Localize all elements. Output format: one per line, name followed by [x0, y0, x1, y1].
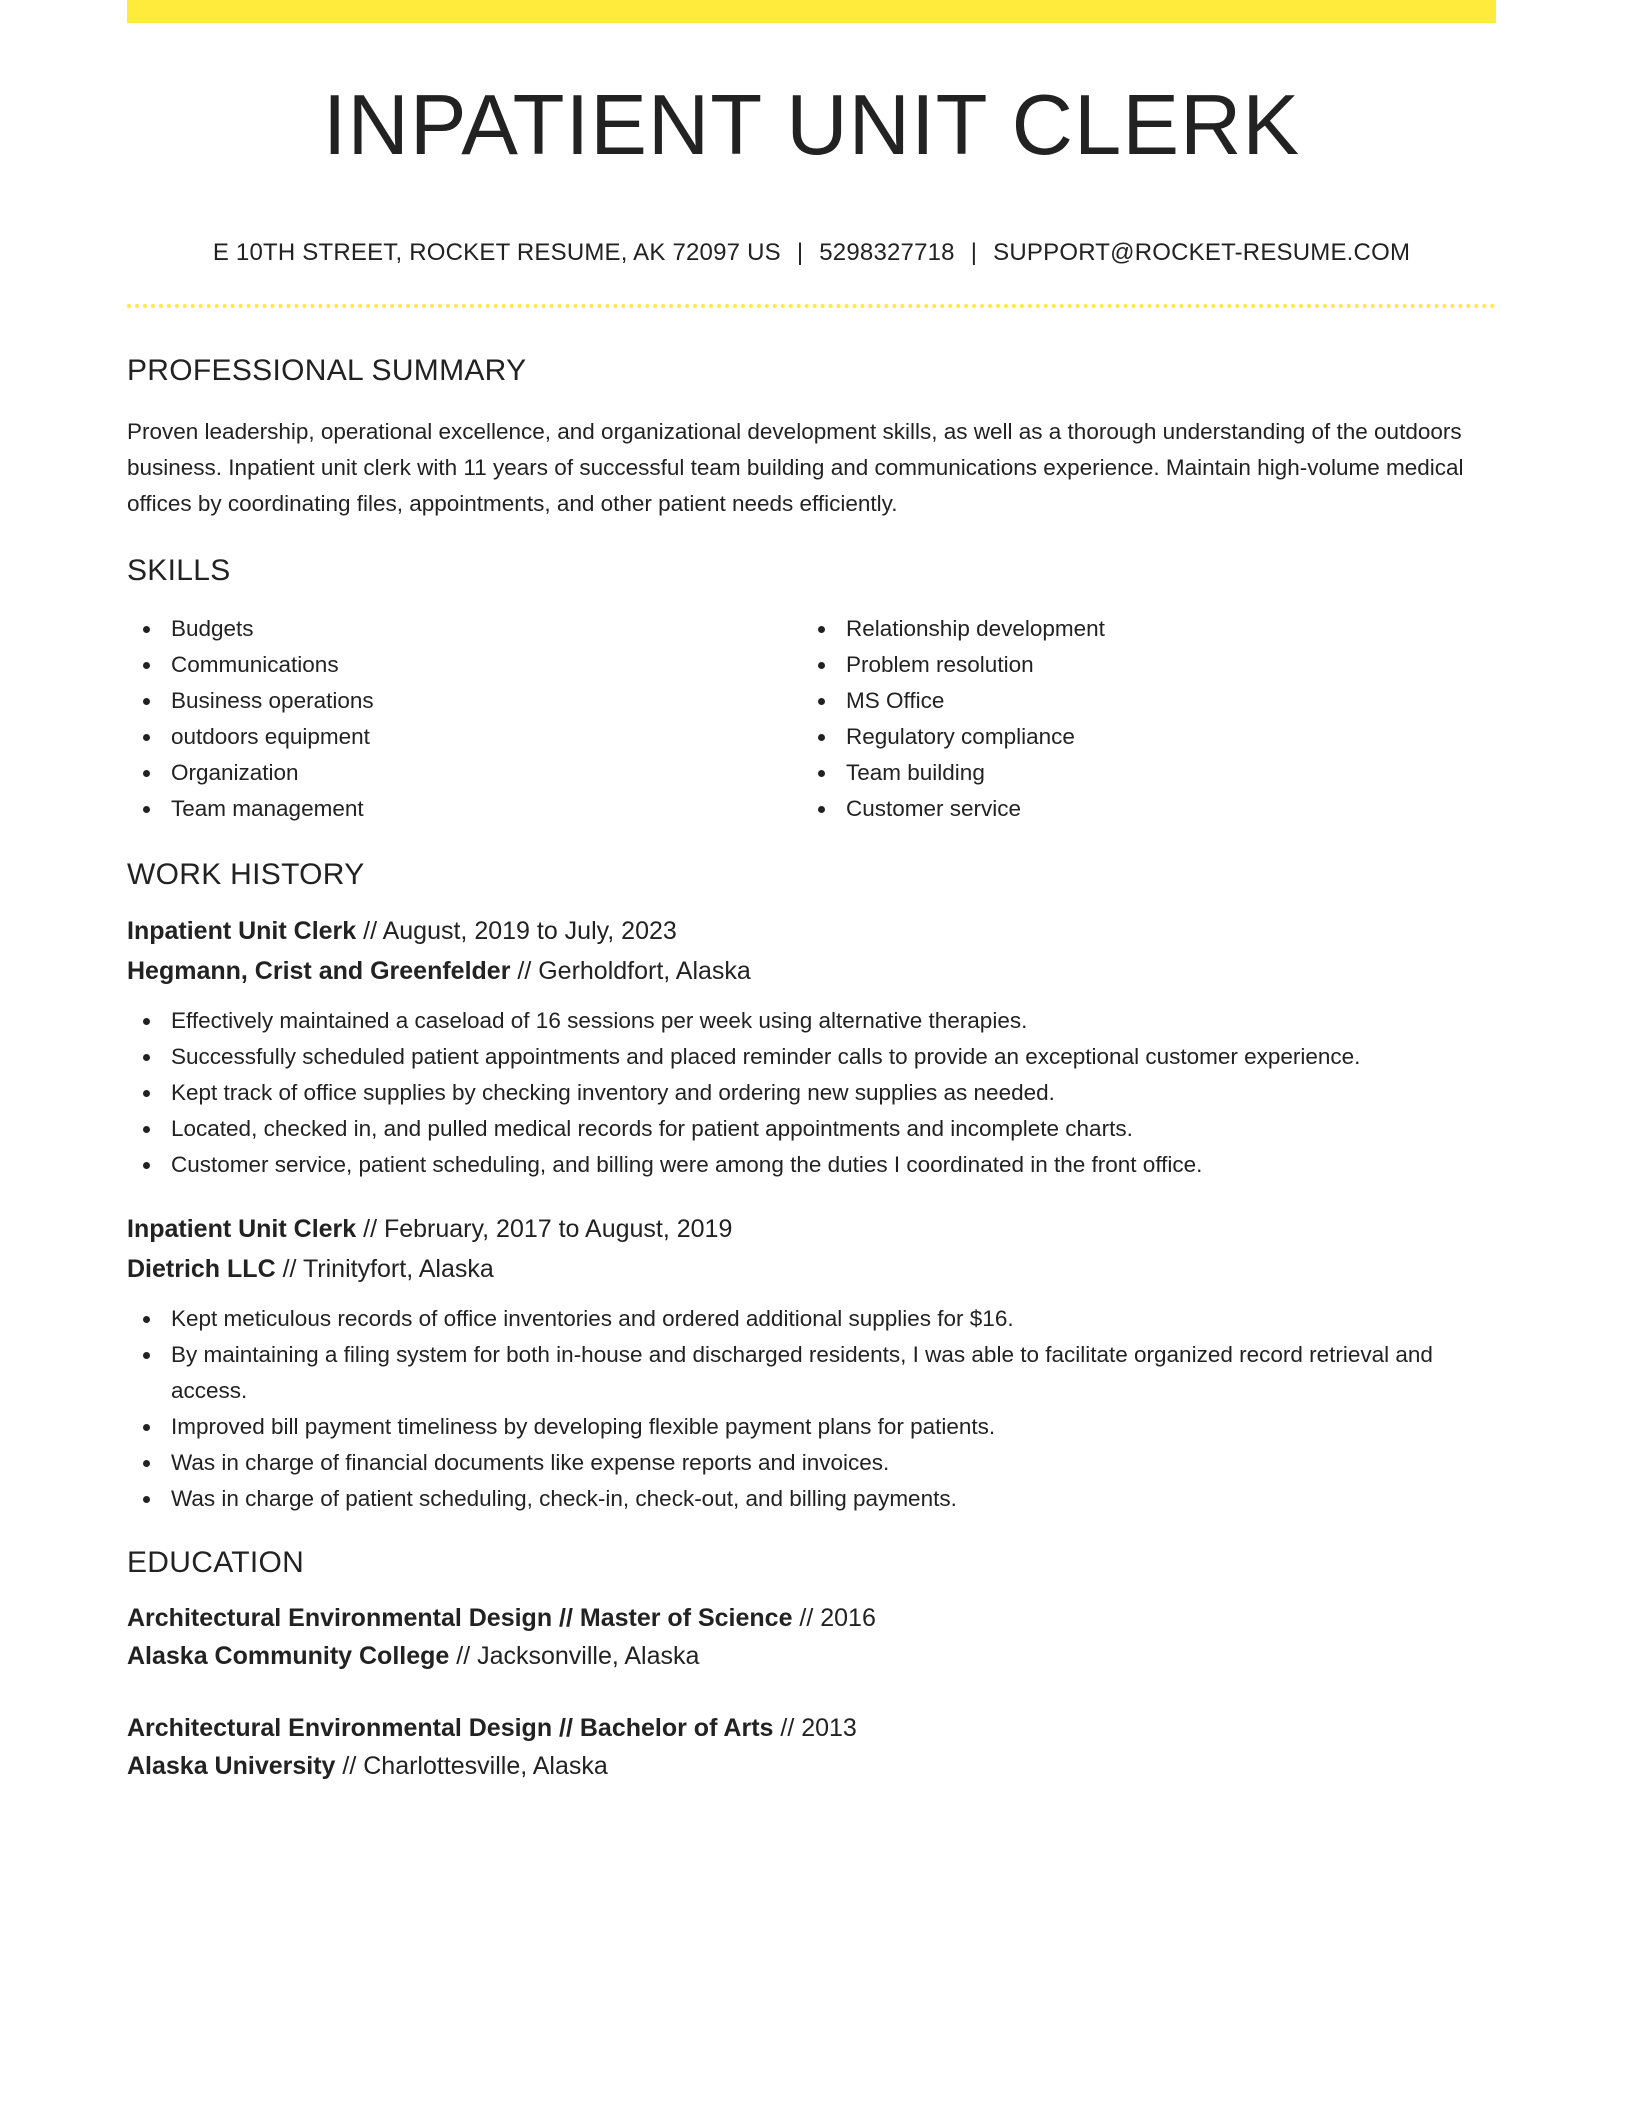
- job-bullet: Improved bill payment timeliness by developing flexible payment plans for patients.: [127, 1409, 1496, 1445]
- contact-line: [127, 239, 1496, 267]
- education-entry: [127, 1709, 1496, 1785]
- job-bullets: [127, 1301, 1496, 1517]
- resume-page: [127, 0, 1496, 1785]
- skill-item: MS Office: [802, 683, 1477, 719]
- skill-item: outdoors equipment: [127, 719, 802, 755]
- job-bullet: Effectively maintained a caseload of 16 sessions per week using alternative therapies.: [127, 1003, 1496, 1039]
- contact-separator: |: [970, 239, 978, 266]
- job-dates: // February, 2017 to August, 2019: [356, 1215, 733, 1243]
- skills-column-right: [802, 611, 1477, 827]
- job-bullets: [127, 1003, 1496, 1183]
- job-bullet: Was in charge of patient scheduling, check-in, check-out, and billing payments.: [127, 1481, 1496, 1517]
- education-year: // 2013: [773, 1714, 857, 1742]
- education-year: // 2016: [792, 1604, 876, 1632]
- contact-address: E 10TH STREET, ROCKET RESUME, AK 72097 US: [212, 239, 781, 266]
- education-degree: Architectural Environmental Design // Master of Science: [127, 1604, 793, 1632]
- job-location: // Gerholdfort, Alaska: [510, 957, 751, 985]
- education-school-line: [127, 1747, 1496, 1785]
- skill-item: Budgets: [127, 611, 802, 647]
- contact-phone: 5298327718: [819, 239, 955, 266]
- job-company: Hegmann, Crist and Greenfelder: [127, 957, 511, 985]
- skill-item: Customer service: [802, 791, 1477, 827]
- skill-item: Team management: [127, 791, 802, 827]
- education-heading: EDUCATION: [127, 1546, 305, 1579]
- skills-heading: SKILLS: [127, 554, 231, 587]
- job-bullet: Kept meticulous records of office inventories and ordered additional supplies for $16.: [127, 1301, 1496, 1337]
- job-company-line: [127, 951, 1496, 991]
- job-bullet: Successfully scheduled patient appointments and placed reminder calls to provide an exceptional customer experience.: [127, 1039, 1496, 1075]
- summary-text: Proven leadership, operational excellence, and organizational development skills, as well as a thorough understanding of the outdoors business. Inpatient unit clerk with 11 years of successful team building and communications experience. Maintain high-volume medical offices by coordinating files, appointments, and other patient needs efficiently.: [127, 419, 1464, 516]
- job-title-line: [127, 911, 1496, 951]
- skill-item: Communications: [127, 647, 802, 683]
- contact-email: SUPPORT@ROCKET-RESUME.COM: [993, 239, 1411, 266]
- accent-bar: [127, 0, 1496, 23]
- job-location: // Trinityfort, Alaska: [275, 1255, 494, 1283]
- job-role: Inpatient Unit Clerk: [127, 1215, 357, 1243]
- education-school: Alaska Community College: [127, 1642, 450, 1670]
- job-dates: // August, 2019 to July, 2023: [356, 917, 677, 945]
- skills-column-left: [127, 611, 802, 827]
- education-location: // Jacksonville, Alaska: [449, 1642, 700, 1670]
- skill-item: Organization: [127, 755, 802, 791]
- job-company: Dietrich LLC: [127, 1255, 276, 1283]
- skill-item: Problem resolution: [802, 647, 1477, 683]
- job-bullet: Located, checked in, and pulled medical records for patient appointments and incomplete charts.: [127, 1111, 1496, 1147]
- education-school-line: [127, 1637, 1496, 1675]
- resume-name: INPATIENT UNIT CLERK: [322, 78, 1301, 173]
- job-bullet: Kept track of office supplies by checking inventory and ordering new supplies as needed.: [127, 1075, 1496, 1111]
- job-title-line: [127, 1209, 1496, 1249]
- job-bullet: Customer service, patient scheduling, and billing were among the duties I coordinated in the front office.: [127, 1147, 1496, 1183]
- job-bullet: Was in charge of financial documents like expense reports and invoices.: [127, 1445, 1496, 1481]
- contact-separator: |: [796, 239, 804, 266]
- job-entry: [127, 1209, 1496, 1517]
- skill-item: Business operations: [127, 683, 802, 719]
- education-school: Alaska University: [127, 1752, 336, 1780]
- job-entry: [127, 911, 1496, 1183]
- skill-item: Relationship development: [802, 611, 1477, 647]
- job-bullet: By maintaining a filing system for both in-house and discharged residents, I was able to facilitate organized record retrieval and access.: [127, 1337, 1496, 1409]
- job-role: Inpatient Unit Clerk: [127, 917, 357, 945]
- skills-list: [127, 611, 1496, 827]
- education-location: // Charlottesville, Alaska: [335, 1752, 608, 1780]
- education-entry: [127, 1599, 1496, 1675]
- education-degree-line: [127, 1599, 1496, 1637]
- job-company-line: [127, 1249, 1496, 1289]
- education-degree-line: [127, 1709, 1496, 1747]
- skill-item: Team building: [802, 755, 1477, 791]
- education-degree: Architectural Environmental Design // Bachelor of Arts: [127, 1714, 774, 1742]
- dotted-divider: [127, 304, 1496, 308]
- work-history-heading: WORK HISTORY: [127, 858, 365, 891]
- skill-item: Regulatory compliance: [802, 719, 1477, 755]
- summary-heading: PROFESSIONAL SUMMARY: [127, 354, 527, 387]
